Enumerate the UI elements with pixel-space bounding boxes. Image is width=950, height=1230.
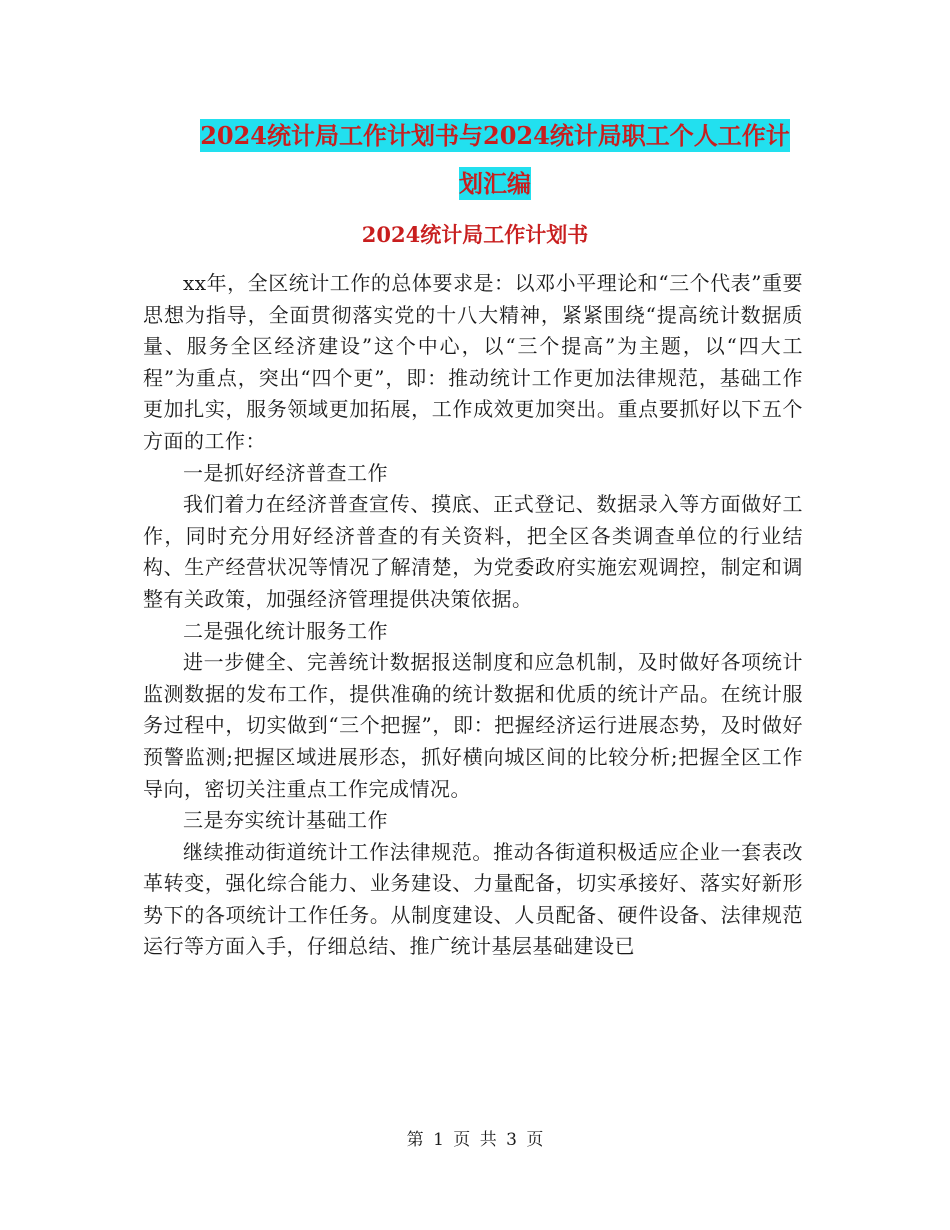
page-footer: 第 1 页 共 3 页 <box>406 1130 544 1150</box>
document-title-line2: 划汇编 <box>459 169 531 198</box>
paragraph-item-3: 继续推动街道统计工作法律规范。推动各街道积极适应企业一套表改革转变，强化综合能力、业务建设、力量配备，切实承接好、落实好新形势下的各项统计工作任务。从制度建设、人员配备、硬件设备、法律规范运行等方面入手，仔细总结、推广统计基层基础建设已 <box>143 839 803 959</box>
document-body <box>143 268 803 963</box>
document-title-line1: 2024统计局工作计划书与2024统计局职工个人工作计 <box>200 121 790 150</box>
document-title <box>150 112 840 208</box>
heading-item-2: 二是强化统计服务工作 <box>183 618 388 643</box>
heading-item-1: 一是抓好经济普查工作 <box>183 460 388 485</box>
paragraph-item-1: 我们着力在经济普查宣传、摸底、正式登记、数据录入等方面做好工作，同时充分用好经济普查的有关资料，把全区各类调查单位的行业结构、生产经营状况等情况了解清楚，为党委政府实施宏观调控，制定和调整有关政策，加强经济管理提供决策依据。 <box>143 492 803 611</box>
paragraph-intro: xx年，全区统计工作的总体要求是：以邓小平理论和“三个代表”重要思想为指导，全面贯彻落实党的十八大精神，紧紧围绕“提高统计数据质量、服务全区经济建设”这个中心，以“三个提高”为主题，以“四大工程”为重点，突出“四个更”，即：推动统计工作更加法律规范，基础工作更加扎实，服务领域更加拓展，工作成效更加突出。重点要抓好以下五个方面的工作： <box>143 271 803 453</box>
section-title: 2024统计局工作计划书 <box>361 222 589 247</box>
paragraph-item-2: 进一步健全、完善统计数据报送制度和应急机制，及时做好各项统计监测数据的发布工作，提供准确的统计数据和优质的统计产品。在统计服务过程中，切实做到“三个把握”，即：把握经济运行进展态势，及时做好预警监测;把握区域进展形态，抓好横向城区间的比较分析;把握全区工作导向，密切关注重点工作完成情况。 <box>143 650 803 801</box>
heading-item-3: 三是夯实统计基础工作 <box>183 808 388 833</box>
